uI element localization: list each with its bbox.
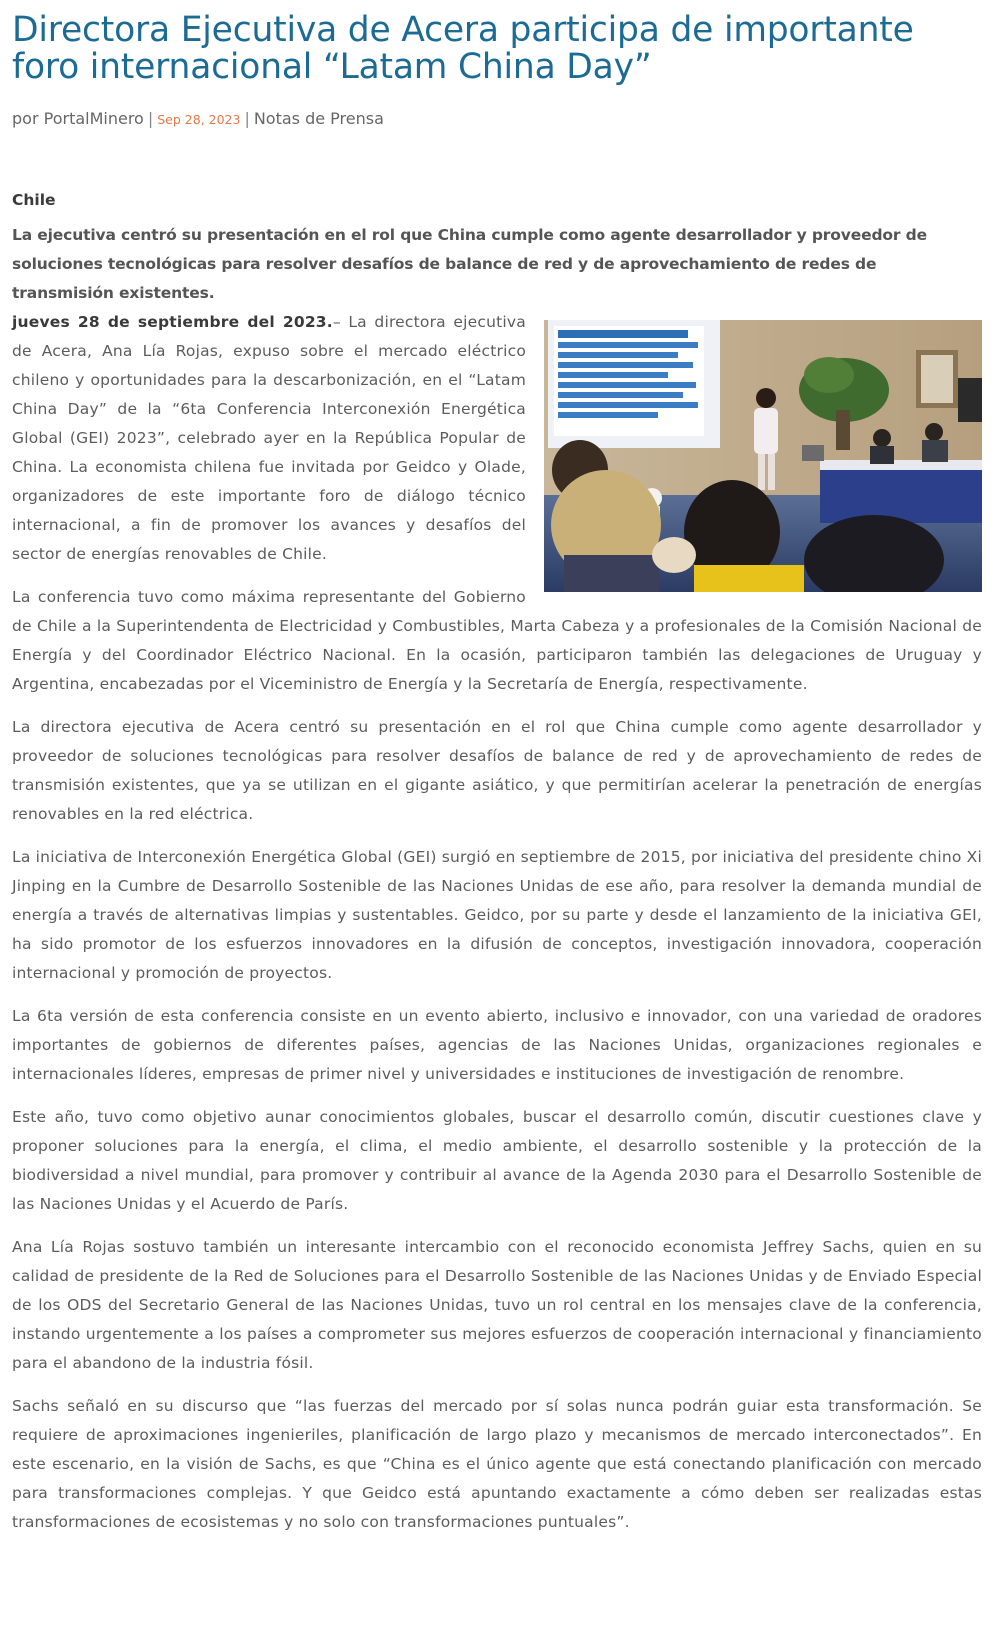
conference-photo — [544, 320, 982, 592]
paragraph-1-text: – La directora ejecutiva de Acera, Ana Lía Rojas, expuso sobre el mercado eléctrico chileno y oportunidades para la descarbonización, en el “Latam China Day” de la “6ta Conferencia Interconexión Energética Global (GEI) 2023”, celebrado ayer en la República Popular de China. La economista chilena fue invitada por Geidco y Olade, organizadores de este importante foro de diálogo técnico internacional, a fin de promover los avances y desafíos del sector de energías renovables de Chile. — [12, 313, 526, 563]
paragraph-2: La conferencia tuvo como máxima representante del Gobierno de Chile a la Superintendenta de Electricidad y Combustibles, Marta Cabeza y a profesionales de la Comisión Nacional de Energía y del Coordinador Eléctrico Nacional. En la ocasión, participaron también las delegaciones de Uruguay y Argentina, encabezadas por el Viceministro de Energía y la Secretaría de Energía, respectivamente. — [12, 588, 982, 693]
publish-date: Sep 28, 2023 — [157, 112, 241, 127]
article-region: Chile — [12, 191, 56, 209]
article-meta — [12, 108, 982, 131]
paragraph-4: La iniciativa de Interconexión Energética Global (GEI) surgió en septiembre de 2015, por iniciativa del presidente chino Xi Jinping en la Cumbre de Desarrollo Sostenible de las Naciones Unidas de ese año, para resolver la demanda mundial de energía a través de alternativas limpias y sustentables. Geidco, por su parte y desde el lanzamiento de la iniciativa GEI, ha sido promotor de los esfuerzos innovadores en la difusión de conceptos, investigación innovadora, cooperación internacional y promoción de proyectos. — [12, 848, 982, 982]
dateline: jueves 28 de septiembre del 2023. — [12, 313, 333, 331]
paragraph-3: La directora ejecutiva de Acera centró su presentación en el rol que China cumple como agente desarrollador y proveedor de soluciones tecnológicas para resolver desafíos de balance de red y de aprovechamiento de redes de transmisión existentes, que ya se utilizan en el gigante asiático, y que permitirían acelerar la penetración de energías renovables en la red eléctrica. — [12, 718, 982, 823]
paragraph-6: Este año, tuvo como objetivo aunar conocimientos globales, buscar el desarrollo común, discutir cuestiones clave y proponer soluciones para la energía, el clima, el medio ambiente, el desarrollo sostenible y la protección de la biodiversidad a nivel mundial, para promover y contribuir al avance de la Agenda 2030 para el Desarrollo Sostenible de las Naciones Unidas y el Acuerdo de París. — [12, 1108, 982, 1213]
meta-separator: | — [244, 109, 250, 128]
category-link[interactable]: Notas de Prensa — [253, 109, 384, 128]
meta-separator: | — [147, 109, 154, 128]
paragraph-8: Sachs señaló en su discurso que “las fuerzas del mercado por sí solas nunca podrán guiar esta transformación. Se requiere de aproximaciones ingenieriles, planificación de largo plazo y mecanismos de mercado interconectados”. En este escenario, en la visión de Sachs, es que “China es el único agente que está conectando planificación con mercado para transformaciones complejas. Y que Geidco está apuntando exactamente a cómo deben ser realizadas estas transformaciones de ecosistemas y no solo con transformaciones puntuales”. — [12, 1397, 982, 1531]
paragraph-5: La 6ta versión de esta conferencia consiste en un evento abierto, inclusivo e innovador, con una variedad de oradores importantes de gobiernos de diferentes países, agencias de las Naciones Unidas, organizaciones regionales e internacionales líderes, empresas de primer nivel y universidades e instituciones de investigación de renombre. — [12, 1007, 982, 1083]
byline-prefix: por — [12, 109, 39, 128]
paragraph-7: Ana Lía Rojas sostuvo también un interesante intercambio con el reconocido economista Jeffrey Sachs, quien en su calidad de presidente de la Red de Soluciones para el Desarrollo Sostenible de las Naciones Unidas y de Enviado Especial de los ODS del Secretario General de las Naciones Unidas, tuvo un rol central en los mensajes clave de la conferencia, instando urgentemente a los países a comprometer sus mejores esfuerzos de cooperación internacional y financiamiento para el abandono de la industria fósil. — [12, 1238, 982, 1372]
article-title: Directora Ejecutiva de Acera participa de importante foro internacional “Latam China Day” — [12, 10, 914, 87]
article-lead: La ejecutiva centró su presentación en el rol que China cumple como agente desarrollador y proveedor de soluciones tecnológicas para resolver desafíos de balance de red y de aprovechamiento de redes de transmisión existentes. — [12, 226, 927, 302]
author-link[interactable]: PortalMinero — [43, 109, 144, 128]
